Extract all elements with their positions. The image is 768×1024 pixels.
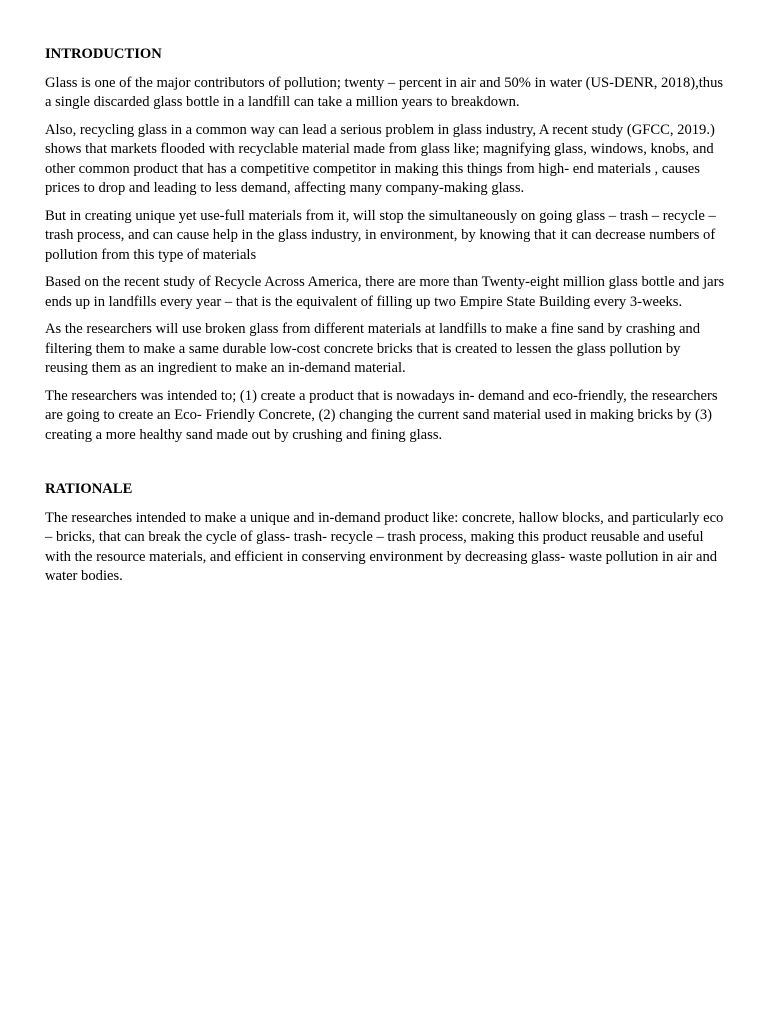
introduction-paragraph-4: Based on the recent study of Recycle Across America, there are more than Twenty-eight million glass bottle and jars ends up in landfills every year – that is the equivalent of filling up two Empire State Building every 3-weeks.: [45, 274, 725, 310]
introduction-paragraph-2: Also, recycling glass in a common way can lead a serious problem in glass industry, A recent study (GFCC, 2019.) shows that markets flooded with recyclable material made from glass like; magnifying glass, windows, knobs, and other common product that has a competitive competitor in making this things from high- end materials , causes prices to drop and leading to less demand, affecting many company-making glass.: [45, 121, 715, 196]
rationale-paragraph-1: The researches intended to make a unique and in-demand product like: concrete, hallow blocks, and particularly eco – bricks, that can break the cycle of glass- trash- recycle – trash process, making this product reusable and useful with the resource materials, and efficient in conserving environment by decreasing glass- waste pollution in air and water bodies.: [45, 509, 724, 584]
introduction-paragraph-1: Glass is one of the major contributors of pollution; twenty – percent in air and 50% in water (US-DENR, 2018),thus a single discarded glass bottle in a landfill can take a million years to breakdown.: [45, 74, 724, 110]
document-page: [45, 44, 725, 595]
section-spacer: [45, 453, 725, 479]
introduction-paragraph-3: But in creating unique yet use-full materials from it, will stop the simultaneously on going glass – trash – recycle – trash process, and can cause help in the glass industry, in environment, by knowing that it can decrease numbers of pollution from this type of materials: [45, 207, 716, 263]
introduction-paragraph-5: As the researchers will use broken glass from different materials at landfills to make a fine sand by crashing and filtering them to make a same durable low-cost concrete bricks that is created to lessen the glass pollution by reusing them as an ingredient to make an in-demand material.: [45, 321, 701, 376]
introduction-paragraph-6: The researchers was intended to; (1) create a product that is nowadays in- demand and eco-friendly, the researchers are going to create an Eco- Friendly Concrete, (2) changing the current sand material used in making bricks by (3) creating a more healthy sand made out by crushing and fining glass.: [45, 387, 718, 443]
introduction-heading: INTRODUCTION: [45, 46, 162, 62]
rationale-section: [45, 479, 725, 587]
introduction-section: [45, 44, 725, 445]
rationale-heading: RATIONALE: [45, 481, 133, 497]
